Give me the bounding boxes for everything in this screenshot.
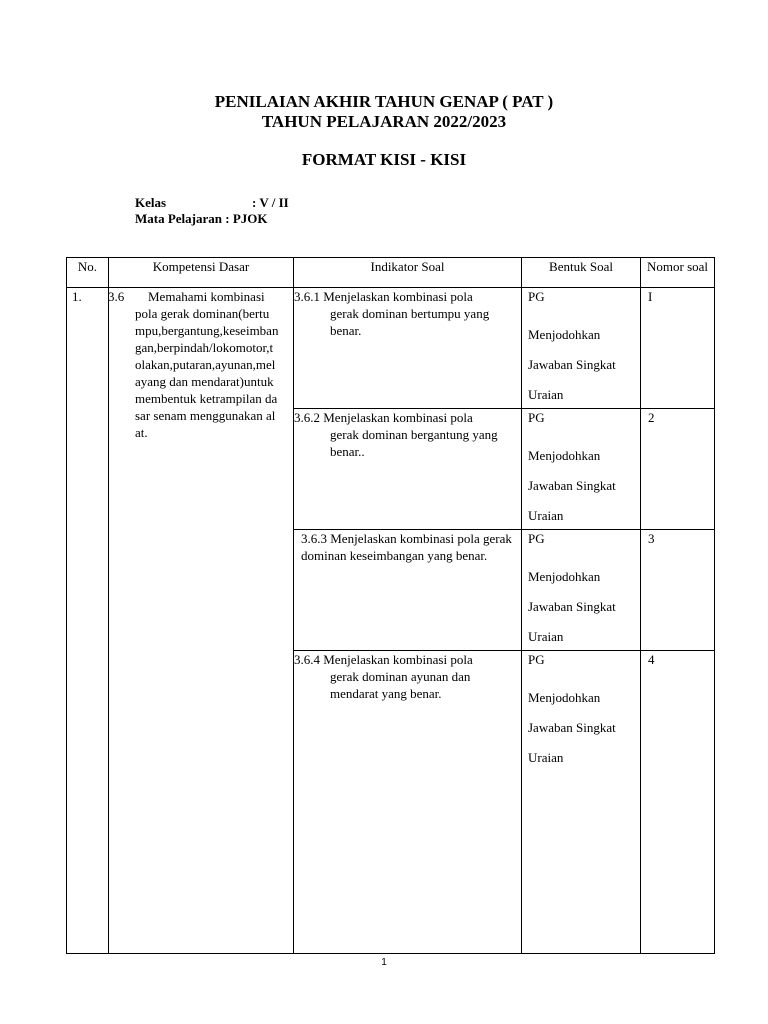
table-header-row <box>67 258 715 288</box>
subject-info <box>135 211 268 227</box>
class-label: Kelas <box>135 195 167 210</box>
bentuk-uraian: Uraian <box>528 387 564 402</box>
kd-number: 3.6 <box>108 289 125 304</box>
indikator-rest: gerak dominan ayunan dan mendarat yang benar. <box>330 669 471 701</box>
header-indikator-soal: Indikator Soal <box>294 258 522 288</box>
indikator-full: 3.6.3 Menjelaskan kombinasi pola gerak dominan keseimbangan yang benar. <box>301 531 512 563</box>
table-row <box>67 288 715 409</box>
bentuk-pg: PG <box>528 652 545 667</box>
bentuk-uraian: Uraian <box>528 508 564 523</box>
subject-value: : PJOK <box>225 211 268 226</box>
class-value: : V / II <box>252 195 289 210</box>
indikator-rest: gerak dominan bertumpu yang benar. <box>330 306 490 338</box>
document-title: PENILAIAN AKHIR TAHUN GENAP ( PAT ) <box>214 92 554 111</box>
header-no: No. <box>67 258 109 288</box>
header-bentuk-soal: Bentuk Soal <box>522 258 641 288</box>
indikator-cell <box>294 530 522 651</box>
bentuk-soal-cell <box>522 651 641 954</box>
bentuk-menjodohkan: Menjodohkan <box>528 327 601 342</box>
kd-first-line: Memahami kombinasi <box>148 289 265 304</box>
header-kompetensi-dasar: Kompetensi Dasar <box>109 258 294 288</box>
bentuk-uraian: Uraian <box>528 629 564 644</box>
kisi-kisi-table <box>66 257 715 954</box>
bentuk-menjodohkan: Menjodohkan <box>528 690 601 705</box>
bentuk-jawaban-singkat: Jawaban Singkat <box>528 720 616 735</box>
bentuk-jawaban-singkat: Jawaban Singkat <box>528 357 616 372</box>
bentuk-jawaban-singkat: Jawaban Singkat <box>528 599 616 614</box>
indikator-first: Menjelaskan kombinasi pola <box>323 410 473 425</box>
bentuk-jawaban-singkat: Jawaban Singkat <box>528 478 616 493</box>
nomor-soal-cell: 4 <box>641 651 715 954</box>
class-info <box>135 195 289 211</box>
document-title-year: TAHUN PELAJARAN 2022/2023 <box>261 112 507 131</box>
bentuk-menjodohkan: Menjodohkan <box>528 569 601 584</box>
bentuk-pg: PG <box>528 531 545 546</box>
indikator-number: 3.6.4 <box>294 652 320 667</box>
nomor-soal-cell: I <box>641 288 715 409</box>
indikator-number: 3.6.1 <box>294 289 320 304</box>
bentuk-soal-cell <box>522 288 641 409</box>
row-number: 1. <box>67 288 109 954</box>
nomor-soal-cell: 3 <box>641 530 715 651</box>
subject-label: Mata Pelajaran <box>135 211 223 226</box>
nomor-soal-cell: 2 <box>641 409 715 530</box>
bentuk-pg: PG <box>528 410 545 425</box>
indikator-cell <box>294 409 522 530</box>
header-nomor-soal: Nomor soal <box>641 258 715 288</box>
indikator-number: 3.6.2 <box>294 410 320 425</box>
bentuk-uraian: Uraian <box>528 750 564 765</box>
document-subtitle: FORMAT KISI - KISI <box>301 150 467 169</box>
kompetensi-dasar-cell <box>109 288 294 954</box>
indikator-first: Menjelaskan kombinasi pola <box>323 652 473 667</box>
indikator-rest: gerak dominan bergantung yang benar.. <box>330 427 498 459</box>
indikator-cell <box>294 651 522 954</box>
bentuk-pg: PG <box>528 289 545 304</box>
indikator-cell <box>294 288 522 409</box>
kd-body: pola gerak dominan(bertumpu,bergantung,keseimbangan,berpindah/lokomotor,tolakan,putaran,ayunan,melayang dan mendarat)untuk membentuk ketrampilan dasar senam menggunakan alat. <box>135 306 279 440</box>
page-number: 1 <box>381 957 387 968</box>
indikator-first: Menjelaskan kombinasi pola <box>323 289 473 304</box>
bentuk-soal-cell <box>522 409 641 530</box>
bentuk-menjodohkan: Menjodohkan <box>528 448 601 463</box>
bentuk-soal-cell <box>522 530 641 651</box>
